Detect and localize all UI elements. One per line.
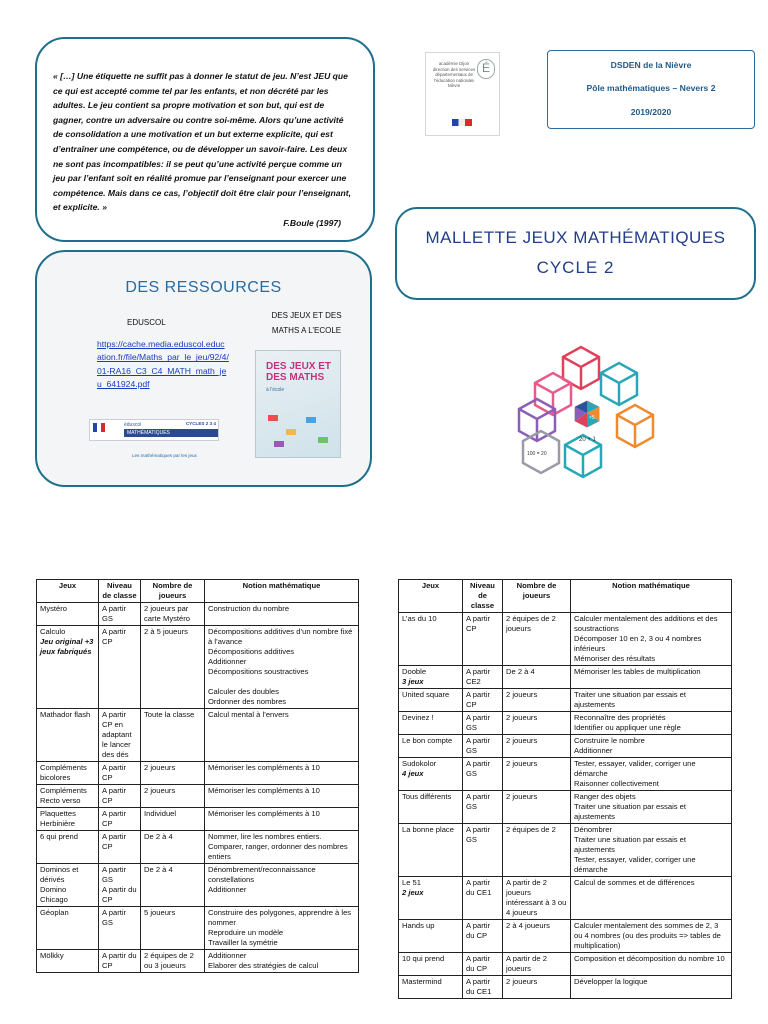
cell-joueurs: 2 équipes de 2 ou 3 joueurs [141, 950, 205, 973]
eduscol-title: EDUSCOL [127, 318, 166, 327]
quote-text: « […] Une étiquette ne suffit pas à donner le statut de jeu. N’est JEU que ce qui est accepté comme tel par les enfants, et non décrété par les adultes. Le jeu contient sa propre motivation et son but, qui est de gagner, contre un adversaire ou contre soi-même. Alors qu’une activité de consolidation a une motivation et un but externe explicite, qui est d’entraîner une compétence, ou de développer un savoir-faire. Les deux ne sont pas incompatibles: il se peut qu’une activité perçue comme un jeu par l’enfant soit en réalité promue par l’enseignant pour exercer une compétence. Mais dans ce cas, l’objectif doit être clair pour l’enseignant, et explicite. » [53, 71, 352, 213]
table-row [37, 864, 359, 907]
cell-joueurs: 2 joueurs [503, 735, 571, 758]
table-row [399, 824, 732, 877]
main-title-box [395, 207, 756, 300]
table-row [399, 791, 732, 824]
center-flower [575, 401, 599, 427]
table-row [37, 950, 359, 973]
cell-joueurs: 2 joueurs [141, 785, 205, 808]
cell-niveau: A partir GS [99, 603, 141, 626]
cell-jeu-sub: Jeu original +3 jeux fabriqués [40, 637, 94, 656]
cell-joueurs: A partir de 2 joueurs [503, 953, 571, 976]
dsden-line3: 2019/2020 [630, 107, 672, 117]
table-row [399, 877, 732, 920]
hex-label-a: 20 + 1 [579, 437, 596, 443]
academie-logo [425, 52, 500, 136]
cell-jeu: Plaquettes Herbinière [37, 808, 99, 831]
cell-notion: Calculer mentalement des additions et des soustractions Décomposer 10 en 2, 3 ou 4 nombres inférieurs Mémoriser des résultats [571, 613, 732, 666]
cell-jeu: Mölkky [37, 950, 99, 973]
table-row [399, 613, 732, 666]
table-row [37, 831, 359, 864]
cell-notion: Dénombrement/reconnaissance constellations Additionner [205, 864, 359, 907]
table-row [399, 976, 732, 999]
cell-joueurs: A partir de 2 joueurs intéressant à 3 ou 4 joueurs [503, 877, 571, 920]
cell-joueurs: 2 à 5 joueurs [141, 626, 205, 709]
cell-niveau: A partir CP [99, 808, 141, 831]
cell-niveau: A partir du CE1 [463, 976, 503, 999]
cell-jeu: L’as du 10 [399, 613, 463, 666]
cell-niveau: A partir GS [463, 758, 503, 791]
cell-notion: Tester, essayer, valider, corriger une démarche Raisonner collectivement [571, 758, 732, 791]
table-row [399, 758, 732, 791]
header-notion: Notion mathématique [571, 580, 732, 613]
table-row [399, 712, 732, 735]
eduscol-bar: MATHÉMATIQUES [124, 429, 218, 437]
cell-niveau: A partir CP [99, 626, 141, 709]
cell-niveau: A partir CP en adaptant le lancer des dés [99, 709, 141, 762]
cell-niveau: A partir CP [99, 762, 141, 785]
cell-niveau: A partir CE2 [463, 666, 503, 689]
cell-notion: Décompositions additives d’un nombre fixé à l’avance Décompositions additives Additionner Décompositions soustractives Calculer des doubles Ordonner des nombres [205, 626, 359, 709]
cell-joueurs: 2 joueurs [141, 762, 205, 785]
cell-notion: Mémoriser les compléments à 10 [205, 808, 359, 831]
cell-notion: Mémoriser les compléments à 10 [205, 785, 359, 808]
cube-teal [601, 363, 637, 405]
marianne-e-icon: É [477, 59, 495, 79]
cell-jeu-sub: 3 jeux [402, 677, 424, 686]
quote-box [35, 37, 375, 242]
cell-joueurs: 2 joueurs [503, 689, 571, 712]
cell-niveau: A partir CP [99, 785, 141, 808]
book-piece [286, 429, 296, 435]
republic-flag-icon [452, 119, 472, 126]
cell-notion: Dénombrer Traiter une situation par essais et ajustements Tester, essayer, valider, corriger une démarche [571, 824, 732, 877]
cell-jeu: Sudokolor 4 jeux [399, 758, 463, 791]
cell-jeu: United square [399, 689, 463, 712]
hex-label-c: ×5 [589, 415, 595, 421]
table-row [37, 785, 359, 808]
cell-notion: Reconnaître des propriétés Identifier ou appliquer une règle [571, 712, 732, 735]
academie-text: académie Dijon direction des services départementaux de l'éducation nationale Nièvre [432, 61, 476, 89]
cell-joueurs: 2 équipes de 2 joueurs [503, 613, 571, 666]
table-header-row [37, 580, 359, 603]
cell-joueurs: 5 joueurs [141, 907, 205, 950]
cell-joueurs: De 2 à 4 [141, 864, 205, 907]
cell-notion: Traiter une situation par essais et ajustements [571, 689, 732, 712]
republic-flag-icon [93, 423, 105, 432]
book-cover-title: DES JEUX ET DES MATHS [266, 361, 332, 383]
cell-niveau: A partir du CP [463, 920, 503, 953]
cell-niveau: A partir GS [463, 824, 503, 877]
cell-notion: Composition et décomposition du nombre 10 [571, 953, 732, 976]
cell-joueurs: Individuel [141, 808, 205, 831]
cell-jeu: Mastermind [399, 976, 463, 999]
cell-niveau: A partir GS [463, 791, 503, 824]
table-row [37, 603, 359, 626]
table-row [399, 689, 732, 712]
cell-jeu: Compléments bicolores [37, 762, 99, 785]
cell-notion: Calcul mental à l’envers [205, 709, 359, 762]
cell-jeu: 6 qui prend [37, 831, 99, 864]
dsden-box [547, 50, 755, 129]
cell-notion: Additionner Elaborer des stratégies de calcul [205, 950, 359, 973]
cell-jeu: Le 51 2 jeux [399, 877, 463, 920]
cube-orange [617, 405, 653, 447]
table-row [399, 735, 732, 758]
cell-joueurs: De 2 à 4 [503, 666, 571, 689]
cell-jeu: 10 qui prend [399, 953, 463, 976]
cell-niveau: A partir du CE1 [463, 877, 503, 920]
cell-jeu: Dooble 3 jeux [399, 666, 463, 689]
cell-notion: Nommer, lire les nombres entiers. Comparer, ranger, ordonner des nombres entiers [205, 831, 359, 864]
cell-jeu: La bonne place [399, 824, 463, 877]
cell-niveau: A partir CP [463, 613, 503, 666]
cell-niveau: A partir GS A partir du CP [99, 864, 141, 907]
cell-niveau: A partir GS [99, 907, 141, 950]
cell-jeu: Mystéro [37, 603, 99, 626]
eduscol-link[interactable]: https://cache.media.eduscol.education.fr/file/Maths_par_le_jeu/92/4/01-RA16_C3_C4_MATH_math_jeu_641924.pdf [97, 339, 229, 390]
table-body-right [399, 613, 732, 999]
header-nombre: Nombre de joueurs [141, 580, 205, 603]
cell-notion: Calcul de sommes et de différences [571, 877, 732, 920]
book-cover [255, 350, 341, 458]
games-table-left [36, 579, 359, 973]
table-row [37, 762, 359, 785]
cell-joueurs: 2 joueurs par carte Mystéro [141, 603, 205, 626]
cell-jeu: Mathador flash [37, 709, 99, 762]
eduscol-banner [89, 419, 219, 441]
header-niveau: Niveau de classe [463, 580, 503, 613]
games-table-right [398, 579, 732, 999]
dsden-line2: Pôle mathématiques – Nevers 2 [586, 83, 716, 93]
table-row [37, 808, 359, 831]
eduscol-cycles: CYCLES 2 3 4 [185, 421, 216, 426]
cell-notion: Construire le nombre Additionner [571, 735, 732, 758]
cell-niveau: A partir du CP [99, 950, 141, 973]
cell-jeu: Le bon compte [399, 735, 463, 758]
cell-jeu: Compléments Recto verso [37, 785, 99, 808]
table-header-row [399, 580, 732, 613]
cell-joueurs: De 2 à 4 [141, 831, 205, 864]
cell-joueurs: 2 équipes de 2 [503, 824, 571, 877]
cell-notion: Construire des polygones, apprendre à les nommer Reproduire un modèle Travailler la symétrie [205, 907, 359, 950]
cell-jeu: Hands up [399, 920, 463, 953]
table-body-left [37, 603, 359, 973]
quote-author: F.Boule (1997) [283, 218, 341, 228]
main-title: MALLETTE JEUX MATHÉMATIQUES [425, 228, 726, 247]
dsden-line1: DSDEN de la Nièvre [610, 60, 692, 70]
table-row [399, 953, 732, 976]
table-row [399, 666, 732, 689]
cell-notion: Calculer mentalement des sommes de 2, 3 ou 4 nombres (ou des produits => tables de multiplication) [571, 920, 732, 953]
book-piece [306, 417, 316, 423]
header-niveau: Niveau de classe [99, 580, 141, 603]
cell-jeu: Calculo Jeu original +3 jeux fabriqués [37, 626, 99, 709]
resources-title: DES RESSOURCES [125, 279, 282, 296]
eduscol-caption: Les mathématiques par les jeux [132, 453, 197, 458]
cell-joueurs: 2 joueurs [503, 791, 571, 824]
eduscol-logo: éduscol [124, 422, 142, 428]
cell-niveau: A partir GS [463, 712, 503, 735]
cell-niveau: A partir GS [463, 735, 503, 758]
cell-jeu-sub: 2 jeux [402, 888, 424, 897]
cell-jeu: Tous différents [399, 791, 463, 824]
cell-jeu-sub: 4 jeux [402, 769, 424, 778]
table-row [37, 626, 359, 709]
header-notion: Notion mathématique [205, 580, 359, 603]
cell-joueurs: 2 à 4 joueurs [503, 920, 571, 953]
resources-box [35, 250, 372, 487]
book-piece [268, 415, 278, 421]
cell-jeu: Dominos et dérivés Domino Chicago [37, 864, 99, 907]
cell-joueurs: Toute la classe [141, 709, 205, 762]
cell-niveau: A partir CP [463, 689, 503, 712]
table-row [37, 709, 359, 762]
header-jeux: Jeux [37, 580, 99, 603]
cell-niveau: A partir CP [99, 831, 141, 864]
table-row [399, 920, 732, 953]
cell-joueurs: 2 joueurs [503, 758, 571, 791]
cell-jeu: Devinez ! [399, 712, 463, 735]
main-subtitle: CYCLE 2 [536, 258, 615, 277]
cell-joueurs: 2 joueurs [503, 712, 571, 735]
hex-label-b: 100 = 20 [527, 451, 547, 457]
book-section-title: DES JEUX ET DES MATHS A L’ECOLE [271, 311, 342, 335]
cell-jeu: Géoplan [37, 907, 99, 950]
hexagon-cubes-illustration [515, 345, 661, 495]
cell-notion: Mémoriser les tables de multiplication [571, 666, 732, 689]
cell-notion: Construction du nombre [205, 603, 359, 626]
table-row [37, 907, 359, 950]
cell-joueurs: 2 joueurs [503, 976, 571, 999]
book-piece [318, 437, 328, 443]
header-nombre: Nombre de joueurs [503, 580, 571, 613]
book-cover-subtitle: à l'école [266, 387, 285, 393]
cell-notion: Développer la logique [571, 976, 732, 999]
cell-niveau: A partir du CP [463, 953, 503, 976]
header-jeux: Jeux [399, 580, 463, 613]
book-piece [274, 441, 284, 447]
cell-notion: Mémoriser les compléments à 10 [205, 762, 359, 785]
cell-notion: Ranger des objets Traiter une situation par essais et ajustements [571, 791, 732, 824]
